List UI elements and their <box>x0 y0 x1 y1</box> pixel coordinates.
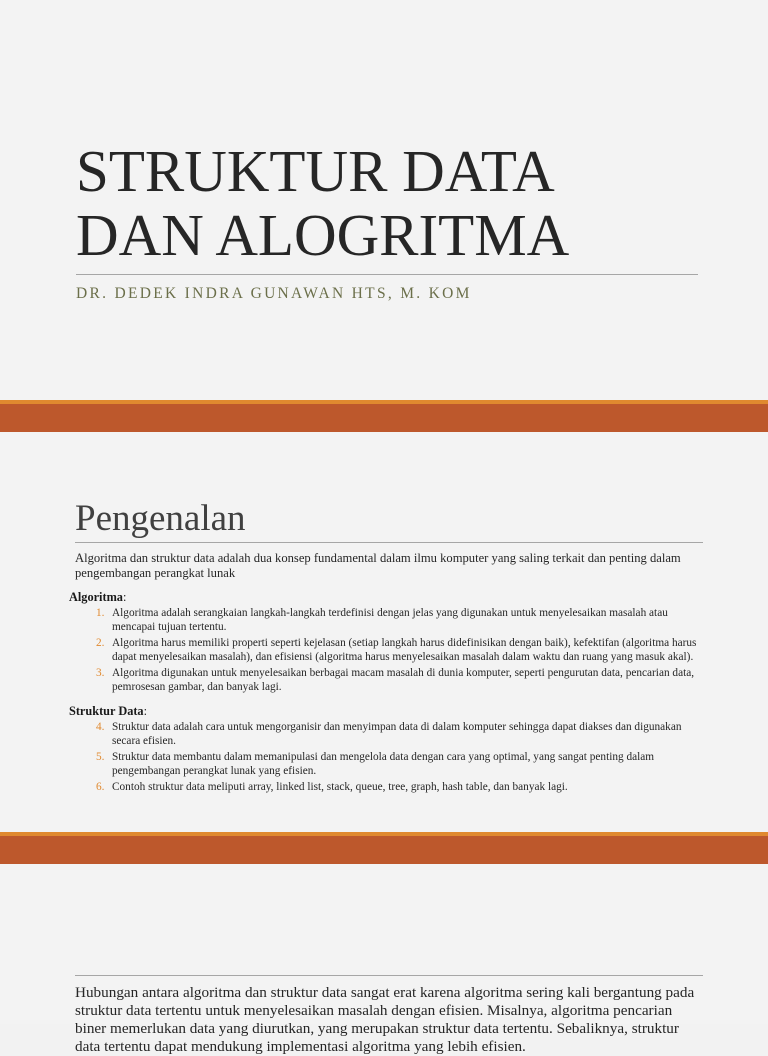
slide-heading: Pengenalan <box>75 498 246 539</box>
title-line-1: STRUKTUR DATA <box>76 138 555 204</box>
intro-paragraph: Algoritma dan struktur data adalah dua konsep fundamental dalam ilmu komputer yang saling terkait dan penting dalam pengembangan perangkat lunak <box>75 551 681 580</box>
list-item <box>69 781 709 795</box>
relationship-paragraph: Hubungan antara algoritma dan struktur data sangat erat karena algoritma sering kali bergantung pada struktur data tertentu untuk menyelesaikan masalah dengan efisien. Misalnya, algoritma pencarian biner memerlukan data yang diurutkan, yang merupakan struktur data tertentu. Sebaliknya, struktur data tertentu dapat mendukung implementasi algoritma yang lebih efisien. <box>75 984 695 1055</box>
list-text: Contoh struktur data meliputi array, linked list, stack, queue, tree, graph, hash table, dan banyak lagi. <box>112 781 568 793</box>
list-text: Struktur data membantu dalam memanipulasi dan mengelola data dengan cara yang optimal, yang sangat penting dalam pengembangan perangkat lunak yang efisien. <box>112 751 655 777</box>
list-text: Struktur data adalah cara untuk mengorganisir dan menyimpan data di dalam komputer sehingga dapat diakses dan digunakan secara efisien. <box>112 721 682 747</box>
list-item <box>69 667 709 694</box>
slide-title <box>76 139 716 267</box>
list-number: 1. <box>96 607 105 619</box>
section-heading-struktur-data: Struktur Data: <box>69 704 148 718</box>
list-item <box>69 721 709 748</box>
algoritma-list <box>69 607 709 694</box>
list-number: 5. <box>96 751 105 763</box>
intro-slide <box>0 432 768 832</box>
list-item <box>69 751 709 778</box>
separator-stripe <box>0 400 768 404</box>
relationship-slide <box>0 864 768 1055</box>
section-heading-algoritma: Algoritma: <box>69 590 127 604</box>
struktur-data-list <box>69 721 709 795</box>
list-number: 3. <box>96 667 105 679</box>
heading-divider <box>75 975 703 976</box>
list-text: Algoritma digunakan untuk menyelesaikan berbagai macam masalah di dunia komputer, seperti pengurutan data, pencarian data, pemrosesan gambar, dan banyak lagi. <box>112 667 695 693</box>
list-number: 6. <box>96 781 105 793</box>
slide-content <box>69 590 709 799</box>
list-text: Algoritma harus memiliki properti seperti kejelasan (setiap langkah harus didefinisikan dengan baik), kefektifan (algoritma harus dapat menyelesaikan masalah), dan efisiensi (algoritma harus menyelesaikan masalah dalam waktu dan ruang yang masuk akal). <box>112 637 697 663</box>
slide-separator-band <box>0 832 768 864</box>
separator-stripe <box>0 832 768 836</box>
title-divider <box>76 274 698 275</box>
author-subtitle: DR. DEDEK INDRA GUNAWAN HTS, M. KOM <box>76 285 472 302</box>
list-number: 4. <box>96 721 105 733</box>
title-slide <box>0 0 768 400</box>
list-item <box>69 637 709 664</box>
slide-separator-band <box>0 400 768 432</box>
list-text: Algoritma adalah serangkaian langkah-langkah terdefinisi dengan jelas yang digunakan untuk menyelesaikan masalah atau mencapai tujuan tertentu. <box>112 607 668 633</box>
list-item <box>69 607 709 634</box>
title-line-2: DAN ALOGRITMA <box>76 202 570 268</box>
heading-divider <box>75 542 703 543</box>
list-number: 2. <box>96 637 105 649</box>
